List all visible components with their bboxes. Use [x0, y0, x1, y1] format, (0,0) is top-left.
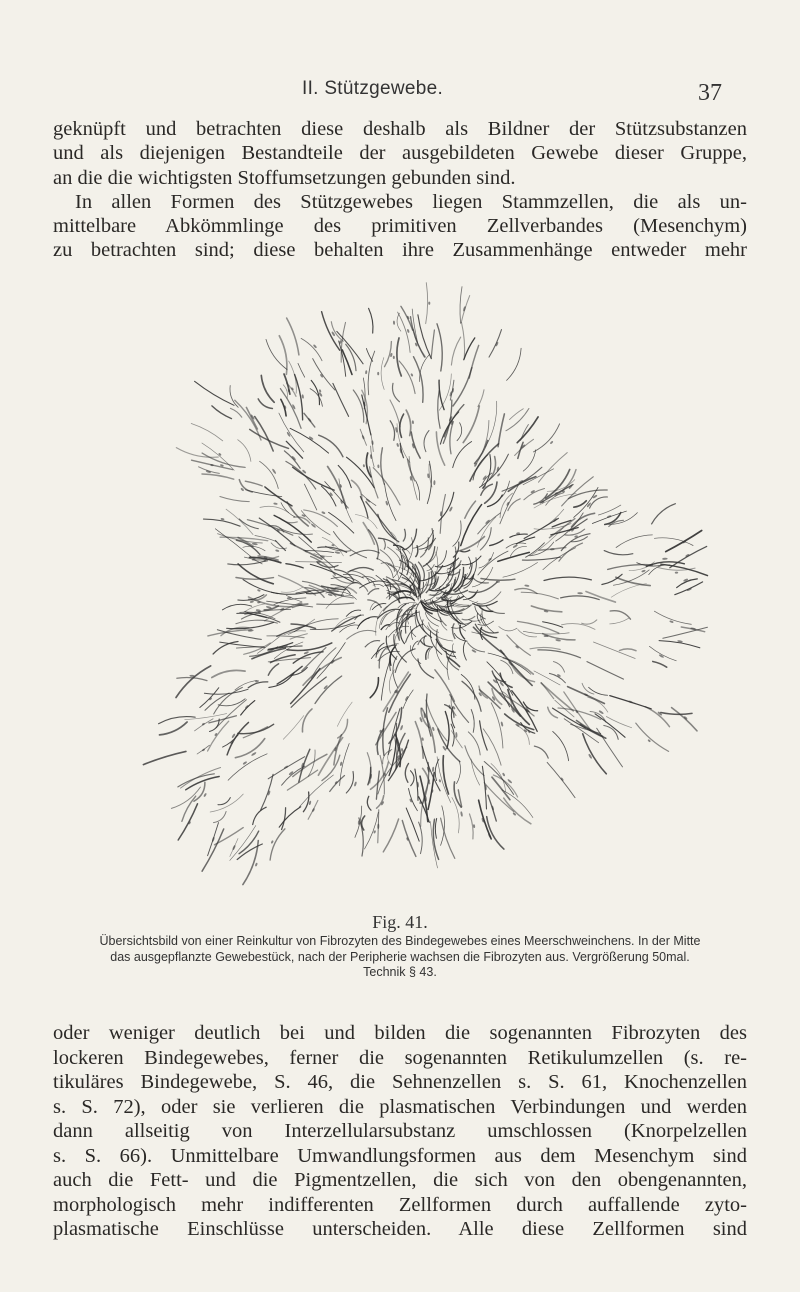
- caption-line: Übersichtsbild von einer Reinkultur von Fibrozyten des Bindegewebes eines Meerschweinchens. In der Mitte: [99, 934, 701, 948]
- paragraph-top: [53, 117, 747, 263]
- text-line: an die die wichtigsten Stoffumsetzungen gebunden sind.: [53, 166, 516, 189]
- page-header: [0, 78, 800, 108]
- text-line: zu betrachten sind; diese behalten ihre Zusammenhänge entweder mehr: [53, 239, 747, 262]
- text-line: s. S. 66). Unmittelbare Umwandlungsformen aus dem Mesenchym sind: [53, 1144, 747, 1167]
- text-line: mittelbare Abkömmlinge des primitiven Zellverbandes (Mesenchym): [53, 215, 747, 238]
- text-line: und als diejenigen Bestandteile der ausgebildeten Gewebe dieser Gruppe,: [53, 142, 747, 165]
- text-line: s. S. 72), oder sie verlieren die plasmatischen Verbindungen und werden: [53, 1095, 747, 1118]
- page-number: 37: [698, 80, 722, 106]
- paragraph-bottom: [53, 1021, 747, 1242]
- text-line: lockeren Bindegewebes, ferner die sogenannten Retikulumzellen (s. re-: [53, 1046, 747, 1069]
- fibrocyte-outgrowth: [143, 283, 707, 885]
- caption-line: Technik § 43.: [363, 965, 437, 979]
- running-title: II. Stützgewebe.: [302, 78, 444, 99]
- text-line: oder weniger deutlich bei und bilden die sogenannten Fibrozyten des: [53, 1022, 747, 1044]
- fibrocyte-culture-illustration: [140, 280, 720, 920]
- text-line: morphologisch mehr indifferenten Zellformen durch auffallende zyto-: [53, 1193, 747, 1216]
- text-line: auch die Fett- und die Pigmentzellen, die sich von den obengenannten,: [53, 1169, 747, 1191]
- text-line: tikuläres Bindegewebe, S. 46, die Sehnenzellen s. S. 61, Knochenzellen: [53, 1071, 747, 1093]
- figure-label: Fig. 41.: [372, 912, 428, 932]
- text-line: plasmatische Einschlüsse unterscheiden. Alle diese Zellformen sind: [53, 1218, 747, 1240]
- text-line: geknüpft und betrachten diese deshalb als Bildner der Stützsubstanzen: [53, 118, 747, 140]
- figure-caption: [48, 934, 752, 981]
- text-line: dann allseitig von Interzellularsubstanz umschlossen (Knorpelzellen: [53, 1120, 747, 1142]
- text-line: In allen Formen des Stützgewebes liegen Stammzellen, die als un-: [75, 190, 747, 213]
- caption-line: das ausgepflanzte Gewebestück, nach der Peripherie wachsen die Fibrozyten aus. Vergrößerung 50mal.: [110, 949, 690, 964]
